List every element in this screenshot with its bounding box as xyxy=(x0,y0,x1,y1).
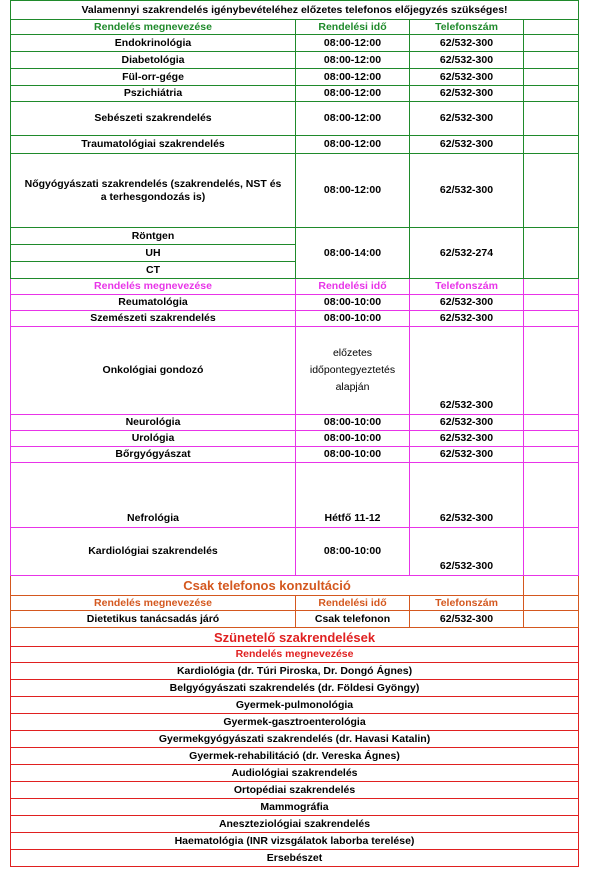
section3-header-row xyxy=(11,596,579,611)
service-phone: 62/532-300 xyxy=(410,311,524,327)
empty-cell xyxy=(524,596,579,611)
service-name: Traumatológiai szakrendelés xyxy=(11,136,296,154)
service-phone: 62/532-300 xyxy=(410,52,524,69)
table-row xyxy=(11,228,579,245)
empty-cell xyxy=(524,611,579,628)
service-time: 08:00-12:00 xyxy=(296,86,410,102)
section4-title: Szünetelő szakrendelések xyxy=(11,628,579,647)
list-item xyxy=(11,765,579,782)
service-name: Neurológia xyxy=(11,415,296,431)
table-row xyxy=(11,295,579,311)
empty-cell xyxy=(524,86,579,102)
service-name: Pszichiátria xyxy=(11,86,296,102)
list-item xyxy=(11,731,579,748)
header-time: Rendelési idő xyxy=(296,279,410,295)
service-phone: 62/532-300 xyxy=(410,431,524,447)
service-phone: 62/532-300 xyxy=(410,69,524,86)
section1-header-row xyxy=(11,20,579,35)
empty-cell xyxy=(524,431,579,447)
list-item xyxy=(11,850,579,867)
section3-title: Csak telefonos konzultáció xyxy=(11,576,524,596)
empty-cell xyxy=(524,279,579,295)
section2-header-row xyxy=(11,279,579,295)
empty-cell xyxy=(524,136,579,154)
service-name: Endokrinológia xyxy=(11,35,296,52)
list-item xyxy=(11,680,579,697)
empty-cell xyxy=(524,35,579,52)
service-phone: 62/532-300 xyxy=(410,327,524,415)
table-row xyxy=(11,35,579,52)
empty-cell xyxy=(524,228,579,279)
service-phone: 62/532-300 xyxy=(410,86,524,102)
list-item xyxy=(11,663,579,680)
paused-service: Kardiológia (dr. Túri Piroska, Dr. Dongó Ágnes) xyxy=(11,663,579,680)
service-phone: 62/532-300 xyxy=(410,447,524,463)
table-row xyxy=(11,431,579,447)
list-item xyxy=(11,833,579,850)
service-time: 08:00-12:00 xyxy=(296,136,410,154)
notice-row xyxy=(11,1,579,20)
paused-service: Mammográfia xyxy=(11,799,579,816)
empty-cell xyxy=(524,154,579,228)
service-time: 08:00-14:00 xyxy=(296,228,410,279)
header-phone: Telefonszám xyxy=(410,596,524,611)
service-name: Diabetológia xyxy=(11,52,296,69)
list-item xyxy=(11,799,579,816)
empty-cell xyxy=(524,576,579,596)
service-phone: 62/532-274 xyxy=(410,228,524,279)
section4-header-row xyxy=(11,647,579,663)
table-row xyxy=(11,327,579,415)
service-time: 08:00-12:00 xyxy=(296,52,410,69)
schedule-table xyxy=(10,0,579,867)
paused-service: Ersebészet xyxy=(11,850,579,867)
empty-cell xyxy=(524,311,579,327)
service-time: előzetes időpontegyeztetés alapján xyxy=(296,327,410,415)
service-name: Sebészeti szakrendelés xyxy=(11,102,296,136)
service-time: 08:00-10:00 xyxy=(296,447,410,463)
service-time: 08:00-10:00 xyxy=(296,311,410,327)
header-phone: Telefonszám xyxy=(410,20,524,35)
empty-cell xyxy=(524,447,579,463)
empty-cell xyxy=(524,295,579,311)
list-item xyxy=(11,748,579,765)
service-time: 08:00-12:00 xyxy=(296,35,410,52)
table-row xyxy=(11,611,579,628)
service-time: 08:00-10:00 xyxy=(296,415,410,431)
service-time: Csak telefonon xyxy=(296,611,410,628)
service-time: 08:00-12:00 xyxy=(296,69,410,86)
header-name: Rendelés megnevezése xyxy=(11,20,296,35)
paused-service: Gyermek-gasztroenterológia xyxy=(11,714,579,731)
table-row xyxy=(11,102,579,136)
table-row xyxy=(11,52,579,69)
service-name: Röntgen xyxy=(11,228,296,245)
service-name: Reumatológia xyxy=(11,295,296,311)
header-name: Rendelés megnevezése xyxy=(11,596,296,611)
service-phone: 62/532-300 xyxy=(410,415,524,431)
service-time: 08:00-10:00 xyxy=(296,295,410,311)
service-phone: 62/532-300 xyxy=(410,528,524,576)
table-row xyxy=(11,69,579,86)
table-row xyxy=(11,415,579,431)
service-name: Kardiológiai szakrendelés xyxy=(11,528,296,576)
table-row xyxy=(11,86,579,102)
section3-title-row xyxy=(11,576,579,596)
paused-service: Gyermek-pulmonológia xyxy=(11,697,579,714)
list-item xyxy=(11,782,579,799)
section4-header: Rendelés megnevezése xyxy=(11,647,579,663)
service-name: CT xyxy=(11,262,296,279)
empty-cell xyxy=(524,20,579,35)
empty-cell xyxy=(524,102,579,136)
header-time: Rendelési idő xyxy=(296,596,410,611)
service-time: 08:00-10:00 xyxy=(296,528,410,576)
header-phone: Telefonszám xyxy=(410,279,524,295)
paused-service: Gyermekgyógyászati szakrendelés (dr. Havasi Katalin) xyxy=(11,731,579,748)
notice-text: Valamennyi szakrendelés igénybevételéhez előzetes telefonos előjegyzés szükséges! xyxy=(11,1,579,20)
service-name: Szemészeti szakrendelés xyxy=(11,311,296,327)
service-name: Onkológiai gondozó xyxy=(11,327,296,415)
paused-service: Gyermek-rehabilitáció (dr. Vereska Ágnes) xyxy=(11,748,579,765)
list-item xyxy=(11,816,579,833)
table-row xyxy=(11,447,579,463)
service-phone: 62/532-300 xyxy=(410,154,524,228)
table-row xyxy=(11,528,579,576)
service-name: Dietetikus tanácsadás járó xyxy=(11,611,296,628)
header-name: Rendelés megnevezése xyxy=(11,279,296,295)
service-phone: 62/532-300 xyxy=(410,611,524,628)
paused-service: Aneszteziológiai szakrendelés xyxy=(11,816,579,833)
service-time: Hétfő 11-12 xyxy=(296,463,410,528)
service-phone: 62/532-300 xyxy=(410,295,524,311)
paused-service: Haematológia (INR vizsgálatok laborba terelése) xyxy=(11,833,579,850)
service-phone: 62/532-300 xyxy=(410,35,524,52)
service-name: Nefrológia xyxy=(11,463,296,528)
service-phone: 62/532-300 xyxy=(410,102,524,136)
paused-service: Belgyógyászati szakrendelés (dr. Földesi Gyöngy) xyxy=(11,680,579,697)
header-time: Rendelési idő xyxy=(296,20,410,35)
empty-cell xyxy=(524,528,579,576)
service-name: Bőrgyógyászat xyxy=(11,447,296,463)
service-name: Nőgyógyászati szakrendelés (szakrendelés, NST és a terhesgondozás is) xyxy=(11,154,296,228)
empty-cell xyxy=(524,327,579,415)
service-time: 08:00-10:00 xyxy=(296,431,410,447)
schedule-page xyxy=(10,0,578,867)
table-row xyxy=(11,154,579,228)
section4-title-row xyxy=(11,628,579,647)
table-row xyxy=(11,463,579,528)
paused-service: Audiológiai szakrendelés xyxy=(11,765,579,782)
list-item xyxy=(11,714,579,731)
empty-cell xyxy=(524,463,579,528)
service-name: Fül-orr-gége xyxy=(11,69,296,86)
table-row xyxy=(11,311,579,327)
service-phone: 62/532-300 xyxy=(410,463,524,528)
service-name: UH xyxy=(11,245,296,262)
service-time: 08:00-12:00 xyxy=(296,102,410,136)
service-name: Urológia xyxy=(11,431,296,447)
service-time: 08:00-12:00 xyxy=(296,154,410,228)
list-item xyxy=(11,697,579,714)
table-row xyxy=(11,136,579,154)
empty-cell xyxy=(524,69,579,86)
empty-cell xyxy=(524,415,579,431)
paused-service: Ortopédiai szakrendelés xyxy=(11,782,579,799)
empty-cell xyxy=(524,52,579,69)
service-phone: 62/532-300 xyxy=(410,136,524,154)
